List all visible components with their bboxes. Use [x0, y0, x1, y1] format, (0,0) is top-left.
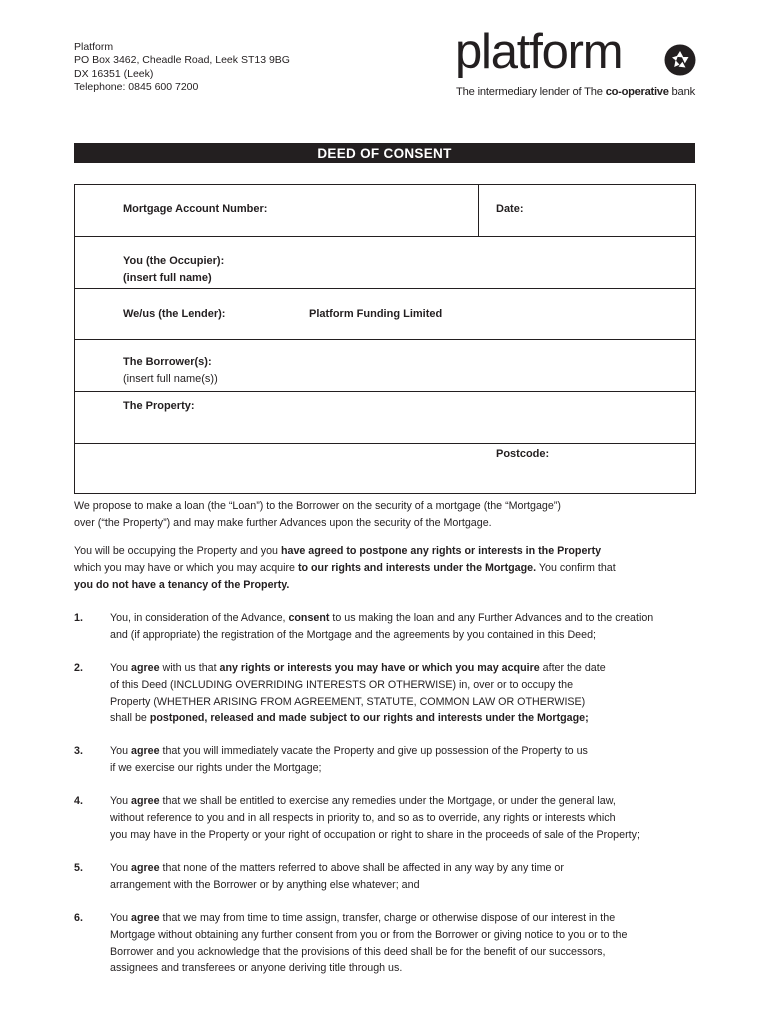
text-line: We propose to make a loan (the “Loan”) to the Borrower on the security of a mortgage (the “Mortgage”) [74, 500, 561, 512]
text-emphasis: to our rights and interests under the Mortgage. [297, 561, 537, 574]
form-row-lender [75, 289, 695, 340]
clause-number: 1. [74, 612, 83, 624]
text-span: that none of the matters referred to above shall be affected in any way by any time or [159, 862, 564, 874]
form-row-postcode [75, 444, 695, 493]
borrower-hint: (insert full name(s)) [123, 373, 218, 385]
text-line: Property (WHETHER ARISING FROM AGREEMENT, STATUTE, COMMON LAW OR OTHERWISE) [110, 695, 586, 708]
text-span: that we may from time to time assign, transfer, charge or otherwise dispose of our interest in the [159, 912, 616, 924]
text-line: arrangement with the Borrower or by anything else whatever; and [110, 878, 420, 891]
text-line [110, 743, 588, 760]
text-span: You [110, 745, 132, 757]
text-emphasis: agree [131, 795, 160, 807]
logo-tagline [456, 86, 695, 98]
clause-number: 4. [74, 795, 83, 807]
clause-text [110, 793, 640, 843]
form-row-occupier [75, 237, 695, 289]
text-line [74, 577, 616, 594]
tagline-text: The intermediary lender of The [456, 86, 606, 98]
lender-value: Platform Funding Limited [309, 308, 443, 320]
form-row-property [75, 392, 695, 444]
text-line [110, 793, 640, 810]
text-span: You confirm that [536, 561, 616, 574]
address-line: Platform [74, 41, 114, 53]
clause-number: 6. [74, 912, 83, 924]
text-line [110, 710, 606, 727]
text-line: and (if appropriate) the registration of the Mortgage and the agreements by you contained in this Deed; [110, 628, 596, 641]
platform-logo [455, 25, 700, 104]
clause-number: 3. [74, 745, 83, 757]
text-emphasis: you do not have a tenancy of the Property. [74, 578, 290, 591]
text-span: that we shall be entitled to exercise any remedies under the Mortgage, or under the general law, [159, 795, 616, 807]
text-line: assignees and transferees or anyone deriving title through us. [110, 962, 403, 975]
text-span: after the date [539, 662, 606, 674]
text-span: You [110, 862, 132, 874]
occupier-hint: (insert full name) [123, 272, 212, 284]
shutter-aperture-icon [664, 44, 696, 76]
text-span: You [110, 662, 132, 674]
clause-text [110, 860, 564, 894]
text-span: with us that [159, 662, 220, 674]
text-line [110, 610, 653, 627]
text-emphasis: agree [131, 912, 160, 924]
text-line [74, 543, 616, 560]
tagline-brand: co-operative [605, 86, 669, 98]
text-span: shall be [110, 712, 150, 725]
clause-number: 5. [74, 862, 83, 874]
intro-paragraph-2 [74, 543, 616, 593]
text-line: without reference to you and in all respects in priority to, and so as to override, any rights or interests which [110, 811, 616, 824]
date-label: Date: [496, 203, 524, 215]
clause-text [110, 910, 627, 977]
text-emphasis: postponed, released and made subject to our rights and interests under the Mortgage; [149, 712, 589, 725]
text-emphasis: any rights or interests you may have or which you may acquire [219, 662, 540, 674]
address-line: DX 16351 (Leek) [74, 67, 154, 80]
text-span: You will be occupying the Property and you [74, 545, 281, 557]
text-span: You, in consideration of the Advance, [110, 612, 289, 624]
lender-label: We/us (the Lender): [123, 308, 226, 320]
text-line [110, 910, 627, 927]
tagline-bank: bank [668, 86, 695, 98]
clause-text [110, 660, 606, 727]
text-span: that you will immediately vacate the Property and give up possession of the Property to us [159, 745, 588, 757]
text-line: over (“the Property”) and may make further Advances upon the security of the Mortgage. [74, 516, 492, 529]
text-line: Mortgage without obtaining any further consent from you or from the Borrower or giving notice to you or to the [110, 928, 628, 941]
borrower-label: The Borrower(s): [123, 356, 212, 368]
form-row-account [75, 185, 695, 237]
text-line: if we exercise our rights under the Mortgage; [110, 761, 322, 774]
address-line: Telephone: 0845 600 7200 [74, 80, 199, 93]
address-line: PO Box 3462, Cheadle Road, Leek ST13 9BG [74, 54, 290, 67]
clause-number: 2. [74, 662, 83, 674]
clause-text [110, 743, 588, 777]
text-line [74, 560, 616, 577]
text-line: of this Deed (INCLUDING OVERRIDING INTERESTS OR OTHERWISE) in, over or to occupy the [110, 678, 574, 691]
intro-paragraph-1 [74, 498, 561, 532]
text-line: Borrower and you acknowledge that the provisions of this deed shall be for the benefit of our successors, [110, 945, 606, 958]
sender-address [74, 41, 290, 94]
text-span: You [110, 795, 132, 807]
text-span: to us making the loan and any Further Advances and to the creation [329, 612, 654, 624]
form-divider [478, 185, 479, 236]
text-emphasis: have agreed to postpone any rights or interests in the Property [280, 545, 602, 557]
text-emphasis: agree [131, 862, 160, 874]
form-row-borrower [75, 340, 695, 392]
occupier-label: You (the Occupier): [123, 255, 225, 267]
text-emphasis: agree [131, 662, 160, 674]
text-emphasis: agree [131, 745, 160, 757]
text-line [110, 860, 564, 877]
text-emphasis: consent [288, 612, 330, 624]
text-line: you may have in the Property or your right of occupation or right to share in the proceeds of sale of the Property; [110, 828, 640, 841]
document-title: DEED OF CONSENT [74, 143, 695, 163]
text-span: You [110, 912, 132, 924]
postcode-label: Postcode: [496, 448, 550, 460]
text-span: which you may have or which you may acquire [74, 561, 298, 574]
property-label: The Property: [123, 400, 195, 412]
clause-text [110, 610, 653, 644]
logo-wordmark: platform [455, 25, 623, 79]
text-line [110, 660, 606, 677]
account-number-label: Mortgage Account Number: [123, 203, 268, 215]
deed-details-form [74, 184, 696, 494]
